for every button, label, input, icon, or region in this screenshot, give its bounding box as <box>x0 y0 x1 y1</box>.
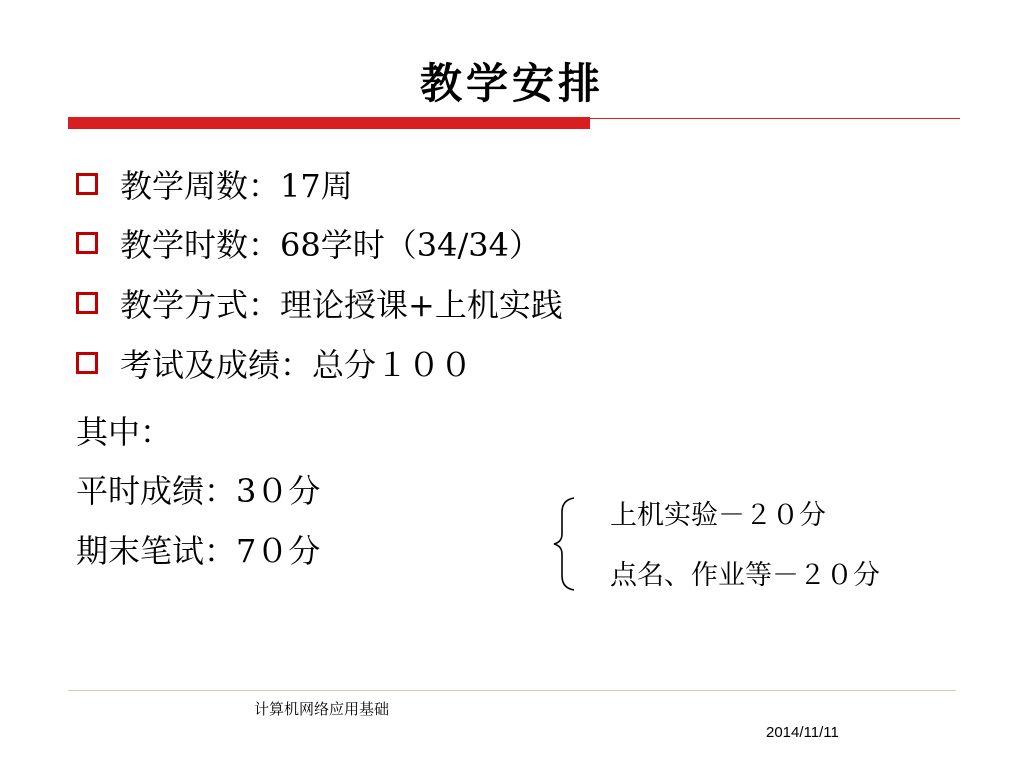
bullet-text: 教学时数：68学时（34/34） <box>120 226 541 264</box>
hollow-square-bullet-icon <box>76 173 98 195</box>
text-line-final-exam: 期末笔试：7０分 <box>76 532 321 570</box>
brace-item-attendance: 点名、作业等－２０分 <box>610 560 880 591</box>
text-line-regular-score: 平时成绩：3０分 <box>76 472 321 510</box>
hollow-square-bullet-icon <box>76 232 98 254</box>
slide-title: 教学安排 <box>419 59 604 108</box>
bullet-item-hours <box>76 218 541 268</box>
hollow-square-bullet-icon <box>76 292 98 314</box>
footer-course-title: 计算机网络应用基础 <box>254 700 390 718</box>
bullet-item-exam <box>76 338 472 388</box>
title-underline-bar <box>68 117 590 129</box>
footer-divider <box>68 690 956 691</box>
footer-date: 2014/11/11 <box>766 724 839 741</box>
bullet-text: 教学方式：理论授课+上机实践 <box>120 286 563 324</box>
hollow-square-bullet-icon <box>76 352 98 374</box>
bullet-text: 考试及成绩：总分１００ <box>120 346 473 384</box>
bullet-item-weeks <box>76 159 353 209</box>
curly-brace-icon <box>548 496 580 592</box>
bullet-item-method <box>76 278 563 328</box>
bullet-text: 教学周数：17周 <box>120 167 353 205</box>
brace-item-lab: 上机实验－２０分 <box>610 500 826 531</box>
title-underline-thin <box>590 118 960 119</box>
text-line-among: 其中： <box>76 413 173 451</box>
